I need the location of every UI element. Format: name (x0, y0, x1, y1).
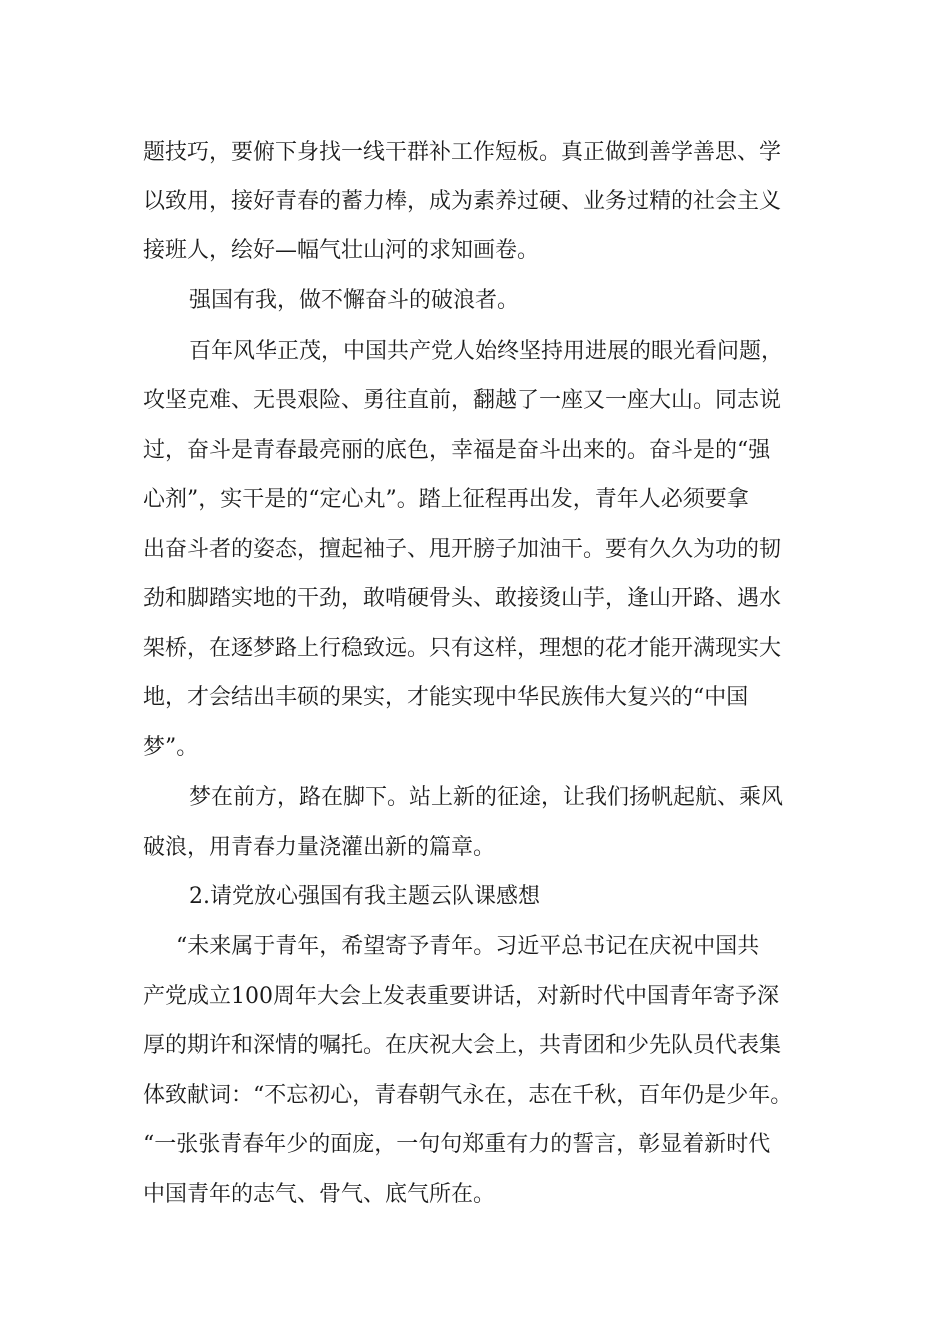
section-heading: 2.请党放心强国有我主题云队课感想 (189, 884, 540, 909)
text-line: 破浪，用青春力量浇灌出新的篇章。 (143, 835, 496, 860)
text-line: 接班人，绘好—幅气壮山河的求知画卷。 (143, 238, 540, 263)
text-line: 体致献词：“不忘初心，青春朝气永在，志在千秋，百年仍是少年。 (143, 1083, 793, 1108)
text-line: 百年风华正茂，中国共产党人始终坚持用进展的眼光看问题， (189, 339, 784, 364)
text-line: 心剂”，实干是的“定心丸”。踏上征程再出发，青年人必须要拿 (143, 487, 749, 512)
text-line: 攻坚克难、无畏艰险、勇往直前，翻越了一座又一座大山。同志说 (143, 388, 782, 413)
text-line: 厚的期许和深情的嘱托。在庆祝大会上，共青团和少先队员代表集 (143, 1033, 782, 1058)
text-line: 梦”。 (143, 735, 199, 760)
text-line: 中国青年的志气、骨气、底气所在。 (143, 1182, 496, 1207)
text-line: 以致用，接好青春的蓄力棒，成为素养过硬、业务过精的社会主义 (143, 189, 782, 214)
text-line: 出奋斗者的姿态，擅起袖子、甩开膀子加油干。要有久久为功的韧 (143, 537, 782, 562)
section-heading: 强国有我，做不懈奋斗的破浪者。 (189, 288, 520, 313)
text-line: 产党成立100周年大会上发表重要讲话，对新时代中国青年寄予深 (143, 984, 779, 1009)
text-line: 题技巧，要俯下身找一线干群补工作短板。真正做到善学善思、学 (143, 140, 782, 165)
text-line: 过，奋斗是青春最亮丽的底色，幸福是奋斗出来的。奋斗是的“强 (143, 438, 771, 463)
text-line: “一张张青春年少的面庞，一句句郑重有力的誓言，彰显着新时代 (143, 1132, 771, 1157)
text-line: 架桥，在逐梦路上行稳致远。只有这样，理想的花才能开满现实大 (143, 636, 782, 661)
text-line: “未来属于青年，希望寄予青年。习近平总书记在庆祝中国共 (176, 934, 760, 959)
text-line: 地，才会结出丰硕的果实，才能实现中华民族伟大复兴的“中国 (143, 685, 749, 710)
text-line: 劲和脚踏实地的干劲，敢啃硬骨头、敢接烫山芋，逢山开路、遇水 (143, 586, 782, 611)
text-line: 梦在前方，路在脚下。站上新的征途，让我们扬帆起航、乘风 (189, 785, 784, 810)
